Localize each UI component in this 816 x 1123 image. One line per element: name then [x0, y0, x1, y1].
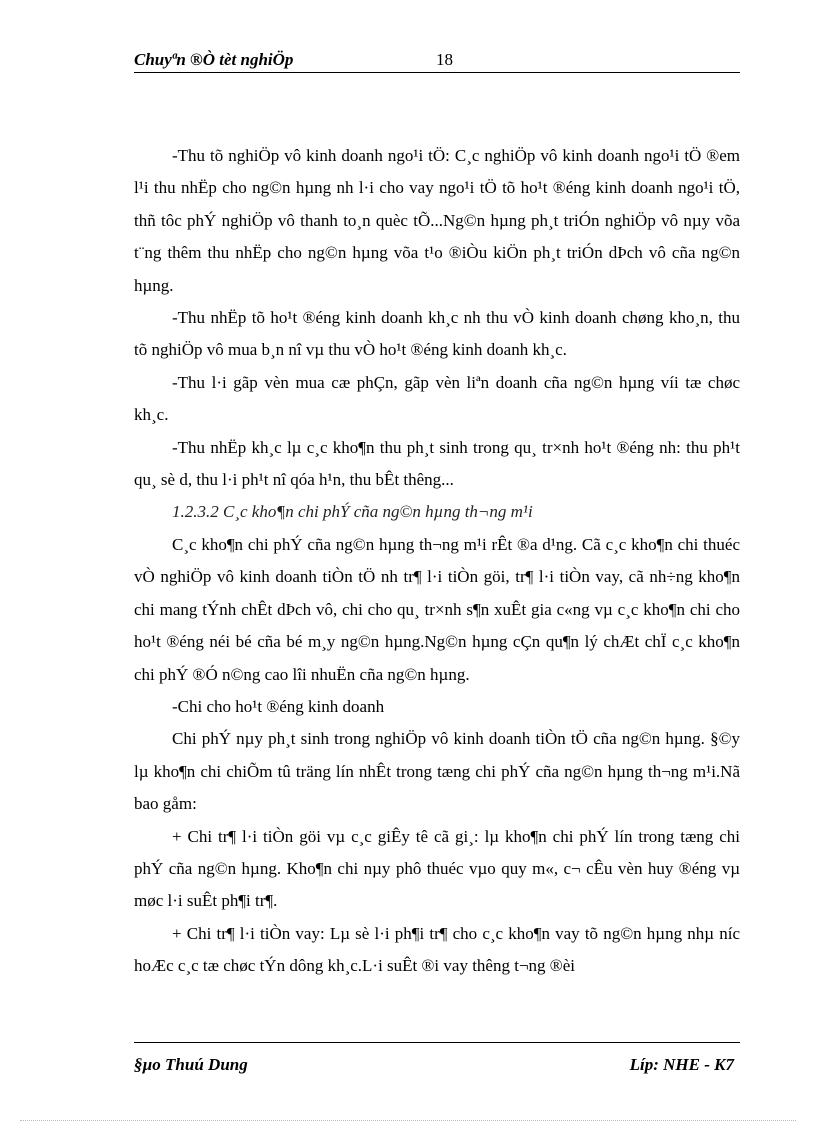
document-body [134, 140, 740, 983]
header-title: Chuyªn ®Ò tèt nghiÖp [134, 50, 294, 69]
paragraph: + Chi tr¶ l·i tiÒn vay: Lµ sè l·i ph¶i tr¶ cho c¸c kho¶n vay tõ ng©n hµng nhµ níc hoÆc c¸c tæ chøc tÝn dông kh¸c.L·i suÊt ®i vay thêng t¬ng ®èi [134, 923, 740, 976]
paragraph: Chi phÝ nµy ph¸t sinh trong nghiÖp vô kinh doanh tiÒn tÖ cña ng©n hµng. §©y lµ kho¶n chi chiÕm tû träng lín nhÊt trong tæng chi phÝ cña ng©n hµng th¬ng m¹i.Nã bao gåm: [134, 729, 740, 814]
page-edge-divider [20, 1120, 796, 1121]
paragraph: + Chi tr¶ l·i tiÒn göi vµ c¸c giÊy tê cã gi¸: lµ kho¶n chi phÝ lín trong tæng chi phÝ cña ng©n hµng. Kho¶n chi nµy phô thuéc vµo quy m«, c¬ cÊu vèn huy ®éng vµ møc l·i suÊt ph¶i tr¶. [134, 826, 740, 911]
section-heading: 1.2.3.2 C¸c kho¶n chi phÝ cña ng©n hµng th¬ng m¹i [172, 502, 533, 522]
page-number: 18 [436, 50, 453, 69]
paragraph: -Thu tõ nghiÖp vô kinh doanh ngo¹i tÖ: C¸c nghiÖp vô kinh doanh ngo¹i tÖ ®em l¹i thu nhËp cho ng©n hµng nh l·i cho vay ngo¹i tÖ tõ ho¹t ®éng kinh doanh ngo¹i tÖ, thñ tôc phÝ nghiÖp vô thanh to¸n quèc tÕ...Ng©n hµng ph¸t triÓn nghiÖp vô nµy võa t¨ng thêm thu nhËp cho ng©n hµng võa t¹o ®iÒu kiÖn ph¸t triÓn dÞch vô cña ng©n hµng. [134, 146, 740, 295]
paragraph: -Chi cho ho¹t ®éng kinh doanh [172, 696, 385, 716]
paragraph: -Thu nhËp kh¸c lµ c¸c kho¶n thu ph¸t sinh trong qu¸ tr×nh ho¹t ®éng nh: thu ph¹t qu¸ sè d, thu l·i ph¹t nî qóa h¹n, thu bÊt thêng... [134, 437, 740, 490]
page-header [134, 50, 740, 73]
footer-author: §µo Thuú Dung [134, 1055, 248, 1074]
page-footer [134, 1042, 740, 1073]
paragraph: C¸c kho¶n chi phÝ cña ng©n hµng th¬ng m¹i rÊt ®a d¹ng. Cã c¸c kho¶n chi thuéc vÒ nghiÖp vô kinh doanh tiÒn tÖ nh tr¶ l·i tiÒn göi, tr¶ l·i tiÒn vay, cã nh÷ng kho¶n chi mang tÝnh chÊt dÞch vô, chi cho qu¸ tr×nh s¶n xuÊt gia c«ng vµ c¸c kho¶n chi cho ho¹t ®éng néi bé cña bé m¸y ng©n hµng.Ng©n hµng cÇn qu¶n lý chÆt chÏ c¸c kho¶n chi phÝ ®Ó n©ng cao lîi nhuËn cña ng©n hµng. [134, 534, 740, 684]
paragraph: -Thu nhËp tõ ho¹t ®éng kinh doanh kh¸c nh thu vÒ kinh doanh chøng kho¸n, thu tõ nghiÖp vô mua b¸n nî vµ thu vÒ ho¹t ®éng kinh doanh kh¸c. [134, 308, 740, 360]
paragraph: -Thu l·i gãp vèn mua cæ phÇn, gãp vèn liªn doanh cña ng©n hµng víi tæ chøc kh¸c. [134, 372, 740, 425]
footer-class: Líp: NHE - K7 [629, 1055, 734, 1074]
